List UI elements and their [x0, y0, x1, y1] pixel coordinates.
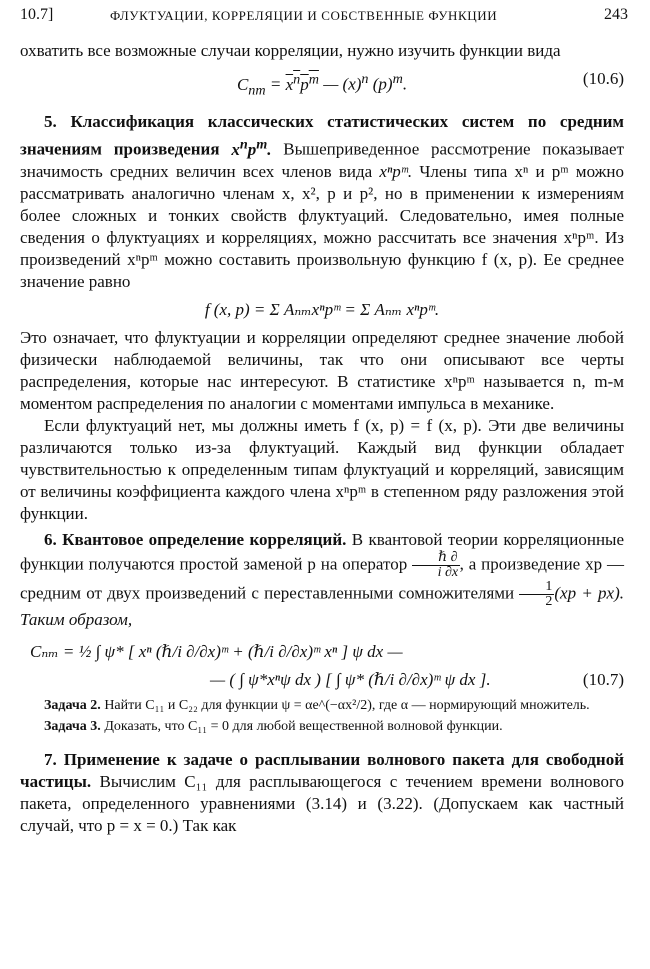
section-7: 7. Применение к задаче о расплывании волнового пакета для свободной частицы. Вычислим C₁₁ для расплывающегося с течением времени волнового пакета, определенного уравнениями (3.14) и (3.22). (Допускаем как частный случай, что p = x = 0.) Так как [20, 749, 624, 835]
equation-number: (10.7) [582, 669, 624, 689]
eq-lhs: $C_{nm}$ [236, 74, 266, 99]
section-ref: 10.7] [20, 6, 54, 23]
section-6-heading: 6. Квантовое определение корреляций. [44, 529, 347, 549]
equation-number: (10.6) [582, 69, 624, 88]
operator-fraction: $\frac{\text{ℏ ∂}}{i \partial x}$ [412, 551, 459, 580]
problem-2: Задача 2. Найти C₁₁ и C₂₂ для функции ψ = αe^(−αx²/2), где α — нормирующий множитель. [44, 697, 590, 713]
section-5: 5. Классификация классических статистических систем по средним значениям произведения $x^np^m$. Вышеприведенное рассмотрение показывает значимость средних величин всех членов вида xⁿpᵐ. Члены типа xⁿ и pᵐ можно рассматривать аналогично членам x, x², p и p², но в применении к измерениям более сложных и тонких свойств флуктуаций. Следовательно, имея полные сведения о флуктуациях и корреляциях, можно рассчитать все значения xⁿpᵐ. Из произведений xⁿpᵐ можно составить произвольную функцию f (x, p). Ее среднее значение равно [20, 112, 624, 291]
section-5-paragraph-3: Это означает, что флуктуации и корреляции определяют среднее значение любой физически наблюдаемой величины, так что они описывают все черты распределения, которые нас интересуют. В статистике xⁿpᵐ называется n, m-м моментом распределения по аналогии с моментами импульса в механике. [20, 327, 624, 413]
section-6: 6. Квантовое определение корреляций. В квантовой теории корреляционные функции получаются простой заменой p на оператор $\frac{\text{ℏ ∂}}{i \partial x}$ , а произведение xp — средним от двух произведений с переставленными сомножителями $\frac{1}{2}$ (xp + px). Таким образом, [20, 529, 625, 629]
equation-sum: f (x, p) = Σ Aₙₘxⁿpᵐ = Σ Aₙₘ xⁿpᵐ. [204, 299, 440, 319]
running-title: ФЛУКТУАЦИИ, КОРРЕЛЯЦИИ И СОБСТВЕННЫЕ ФУНКЦИИ [110, 8, 498, 23]
problem-3: Задача 3. Доказать, что C₁₁ = 0 для любой вещественной волновой функции. [44, 718, 503, 734]
half-fraction: $\frac{1}{2}$ [519, 580, 554, 609]
section-5-text: Вышеприведенное рассмотрение показывает значимость средних величин всех членов вида [20, 139, 624, 181]
running-header [20, 6, 628, 30]
page-body [20, 40, 624, 837]
section-7-heading: 7. Применение к задаче о расплывании волнового пакета для свободной частицы. [20, 749, 624, 791]
section-5-paragraph-4: Если флуктуаций нет, мы должны иметь f (x, p) = f (x, p). Эти две величины различаются только из-за флуктуаций. Каждый вид функции обладает чувствительностью к определенным типам флуктуаций и корреляций, зависящим от величины коэффициента каждого члена xⁿpᵐ в степенном ряду разложения этой функции. [20, 415, 624, 523]
equation-10-7-line-1: Cₙₘ = ½ ∫ ψ* [ xⁿ (ℏ/i ∂/∂x)ᵐ + (ℏ/i ∂/∂x)ᵐ xⁿ ] ψ dx — [30, 641, 403, 661]
intro-paragraph: охватить все возможные случаи корреляции, нужно изучить функции вида [20, 41, 561, 60]
section-5-heading: 5. Классификация классических статистических систем по средним значениям произведения [20, 112, 624, 159]
equation-10-6: $C_{nm} = x^np^m$ — $(x)^n$ $(p)^m$. (10.6) [236, 69, 624, 99]
section-5-body: Члены типа xⁿ и pᵐ можно рассматривать аналогично членам x, x², p и p², но в применении к измерениям более сложных и тонких свойств флуктуаций. Следовательно, имея полные сведения о флуктуациях и корреляциях, можно рассчитать все значения xⁿpᵐ. Из произведений xⁿpᵐ можно составить произвольную функцию f (x, p). Ее среднее значение равно [20, 161, 624, 291]
eq-xnpm: $x^np^m$ [285, 71, 319, 94]
page-number: 243 [604, 6, 628, 23]
equation-10-7-line-2: — ( ∫ ψ*xⁿψ dx ) [ ∫ ψ* (ℏ/i ∂/∂x)ᵐ ψ dx ]. (10.7) [210, 669, 624, 689]
